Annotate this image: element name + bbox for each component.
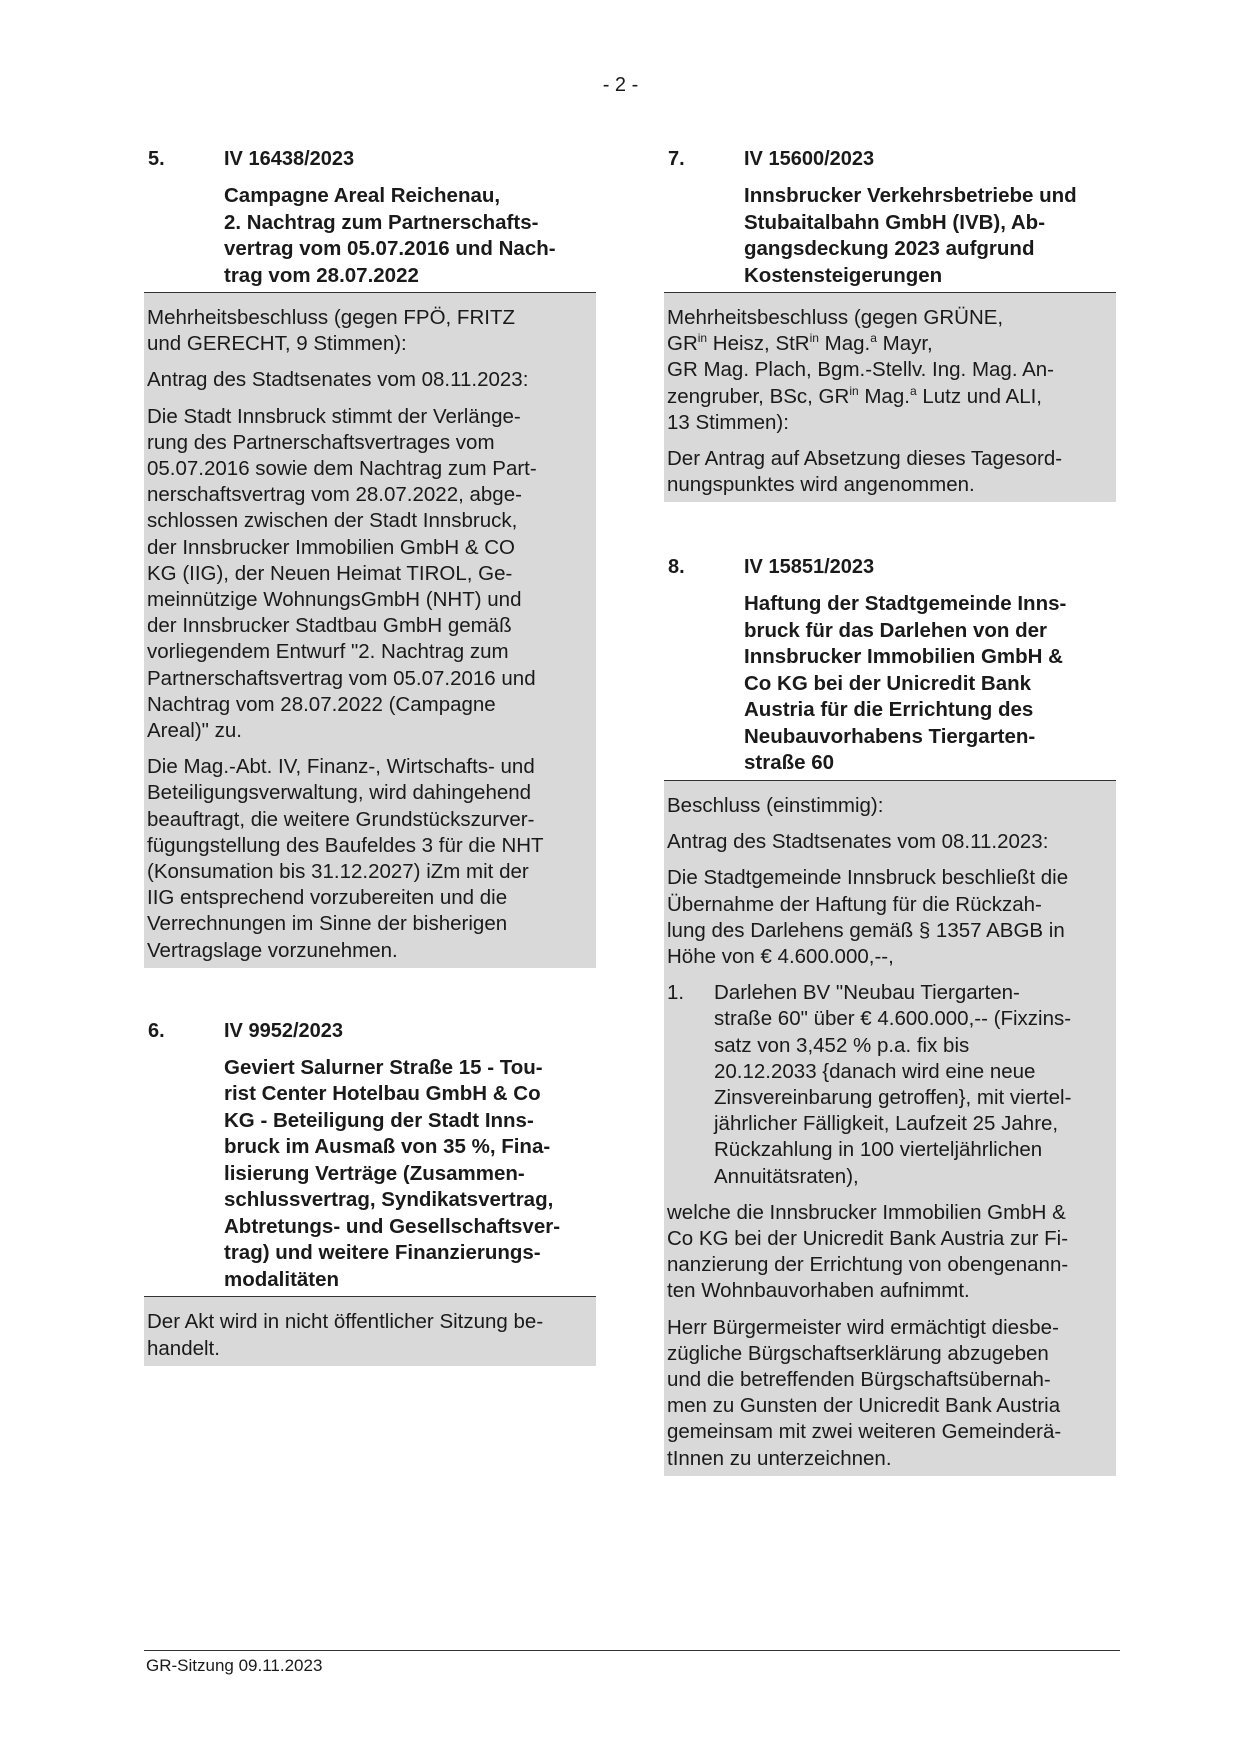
item-header: [144, 1018, 596, 1045]
motion-line: Antrag des Stadtsenates vom 08.11.2023:: [147, 368, 529, 392]
resolution-text: Der Akt wird in nicht öffentlicher Sitzung be- handelt.: [147, 1310, 544, 1360]
resolution-text: Herr Bürgermeister wird ermächtigt diesbe- zügliche Bürgschaftserklärung abzugeben und die betreffenden Bürgschaftsübernah- men zu Gunsten der Unicredit Bank Austria gemeinsam mit zwei weiteren Gemeinderä- tInnen zu unterzeichnen.: [667, 1315, 1062, 1470]
agenda-item-8: [664, 554, 1116, 1475]
item-title: Campagne Areal Reichenau, 2. Nachtrag zum Partnerschafts- vertrag vom 05.07.2016 und Nach- trag vom 28.07.2022: [144, 183, 596, 293]
resolution-text: Der Antrag auf Absetzung dieses Tagesord- nungspunktes wird angenommen.: [667, 447, 1063, 497]
item-number: 5.: [148, 148, 165, 170]
resolution-text: Die Stadt Innsbruck stimmt der Verlänge- rung des Partnerschaftsvertrages vom 05.07.2016 sowie dem Nachtrag zum Part- nerschaftsvertrag vom 28.07.2022, abge- schlossen zwischen der Stadt Innsbruck, der Innsbrucker Immobilien GmbH & CO KG (IIG), der Neuen Heimat TIROL, Ge- meinnützige WohnungsGmbH (NHT) und der Innsbrucker Stadtbau GmbH gemäß vorliegendem Entwurf "2. Nachtrag zum Partnerschaftsvertrag vom 05.07.2016 und Nachtrag vom 28.07.2022 (Campagne Areal)" zu.: [147, 404, 537, 743]
left-column: [144, 146, 596, 1366]
item-title: Geviert Salurner Straße 15 - Tou- rist Center Hotelbau GmbH & Co KG - Beteiligung der Stadt Inns- bruck im Ausmaß von 35 %, Fina- lisierung Verträge (Zusammen- schlussvertrag, Syndikatsvertrag, Abtretungs- und Gesellschaftsver- trag) und weitere Finanzierungs- modalitäten: [144, 1055, 596, 1298]
item-reference: IV 9952/2023: [224, 1019, 343, 1042]
resolution-box: [664, 293, 1116, 502]
agenda-item-6: [144, 1018, 596, 1366]
motion-line: Antrag des Stadtsenates vom 08.11.2023:: [667, 830, 1049, 854]
item-reference: IV 15851/2023: [744, 556, 875, 579]
item-header: [664, 554, 1116, 581]
item-reference: IV 15600/2023: [744, 148, 875, 170]
item-header: [144, 146, 596, 173]
vote-result: Mehrheitsbeschluss (gegen FPÖ, FRITZ und GERECHT, 9 Stimmen):: [147, 306, 515, 356]
item-number: 8.: [668, 556, 685, 579]
enum-text: Darlehen BV "Neubau Tiergarten- straße 60" über € 4.600.000,-- (Fixzins- satz von 3,452 % p.a. fix bis 20.12.2033 {danach wird eine neue Zinsvereinbarung getroffen}, mit viertel- jährlicher Fälligkeit, Laufzeit 25 Jahre, Rückzahlung in 100 vierteljährlichen Annuitätsraten),: [714, 981, 1072, 1188]
item-header: [664, 146, 1116, 173]
resolution-text: Die Mag.-Abt. IV, Finanz-, Wirtschafts- und Beteiligungsverwaltung, wird dahingehend beauftragt, die weitere Grundstückszurver- fügungstellung des Baufeldes 3 für die NHT (Konsumation bis 31.12.2027) iZm mit der IIG entsprechend vorzubereiten und die Verrechnungen im Sinne der bisherigen Vertragslage vorzunehmen.: [147, 755, 544, 962]
item-reference: IV 16438/2023: [224, 148, 355, 170]
enumerated-item: [667, 980, 1113, 1190]
item-title: Haftung der Stadtgemeinde Inns- bruck für das Darlehen von der Innsbrucker Immobilien GmbH & Co KG bei der Unicredit Bank Austria für die Errichtung des Neubauvorhabens Tiergarten- straße 60: [664, 591, 1116, 781]
footer-session-date: GR-Sitzung 09.11.2023: [146, 1656, 323, 1675]
resolution-box: [144, 1297, 596, 1365]
resolution-box: [664, 781, 1116, 1476]
resolution-box: [144, 293, 596, 968]
vote-result: Beschluss (einstimmig):: [667, 793, 884, 817]
agenda-item-5: [144, 146, 596, 968]
vote-result: Mehrheitsbeschluss (gegen GRÜNE, $GR^{in}$ Heisz, StR$^{in}$ Mag.$^a$ Mayr, GR Mag. Plach, Bgm.-Stellv. Ing. Mag. An- zengruber, BSc, $GR^{in}$ Mag.$^a$ Lutz und ALI, 13 Stimmen):: [667, 306, 1054, 434]
item-number: 6.: [148, 1019, 165, 1042]
resolution-text: welche die Innsbrucker Immobilien GmbH & Co KG bei der Unicredit Bank Austria zur Fi- nanzierung der Errichtung von obengenann- ten Wohnbauvorhaben aufnimmt.: [667, 1200, 1069, 1303]
item-number: 7.: [668, 148, 685, 170]
page-number: - 2 -: [602, 74, 639, 96]
enum-number: 1.: [667, 981, 685, 1005]
item-title: Innsbrucker Verkehrsbetriebe und Stubaitalbahn GmbH (IVB), Ab- gangsdeckung 2023 aufgrund Kostensteigerungen: [664, 183, 1116, 293]
resolution-text: Die Stadtgemeinde Innsbruck beschließt die Übernahme der Haftung für die Rückzah- lung des Darlehens gemäß § 1357 ABGB in Höhe von € 4.600.000,--,: [667, 866, 1069, 968]
footer-divider: [144, 1650, 1120, 1651]
agenda-item-7: [664, 146, 1116, 502]
right-column: [664, 146, 1116, 1476]
